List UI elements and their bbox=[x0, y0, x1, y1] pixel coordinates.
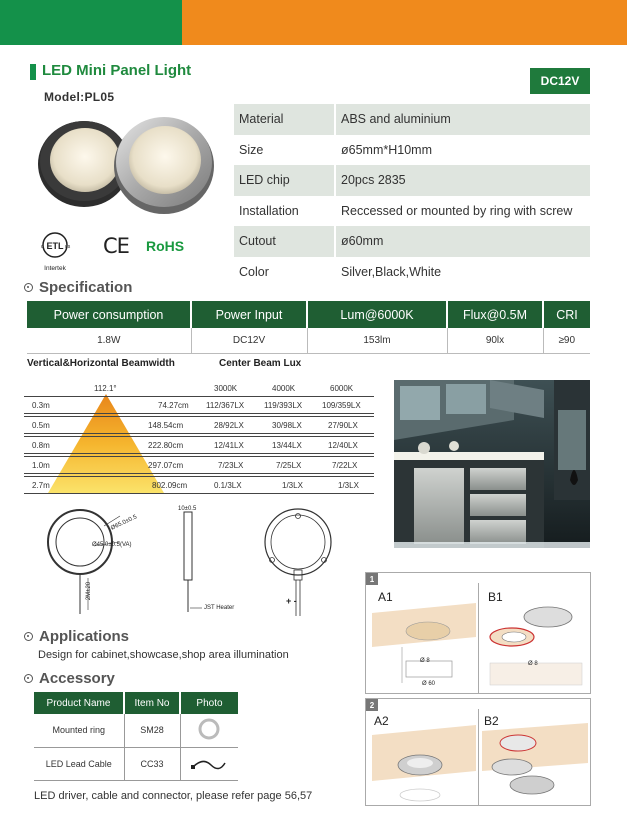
beam-lux: 109/359LX bbox=[322, 401, 361, 410]
beam-lux: 12/41LX bbox=[214, 441, 244, 450]
polarity-label: + - bbox=[286, 596, 297, 606]
application-photo bbox=[394, 380, 590, 548]
bullet-icon bbox=[24, 674, 33, 683]
step-label: B2 bbox=[484, 714, 499, 728]
side-drawing bbox=[176, 508, 236, 616]
beam-row bbox=[24, 476, 374, 494]
accessory-row bbox=[34, 714, 238, 747]
cct-header: 6000K bbox=[330, 384, 354, 393]
accessory-row bbox=[34, 747, 238, 780]
accessory-name: LED Lead Cable bbox=[34, 747, 124, 780]
dim-outer-label: Ø65.0±0.5 bbox=[110, 514, 138, 532]
beam-diameter: 297.07cm bbox=[148, 461, 184, 470]
spec-table bbox=[234, 104, 590, 287]
power-col-header: Power consumption bbox=[27, 301, 191, 328]
beam-lux: 1/3LX bbox=[282, 481, 303, 490]
power-cell: 1.8W bbox=[27, 328, 191, 353]
beam-row bbox=[24, 436, 374, 454]
footer-note: LED driver, cable and connector, please refer page 56,57 bbox=[34, 790, 313, 802]
divider bbox=[478, 709, 479, 805]
voltage-badge: DC12V bbox=[530, 68, 590, 94]
specification-heading: Specification bbox=[24, 279, 132, 296]
spec-key: Size bbox=[239, 142, 264, 157]
beam-chart bbox=[24, 380, 382, 496]
beam-lux: 119/393LX bbox=[264, 401, 303, 410]
beam-lux: 13/44LX bbox=[272, 441, 302, 450]
power-cell: 90lx bbox=[447, 328, 543, 353]
install-step-1 bbox=[365, 572, 591, 694]
rohs-mark: RoHS bbox=[146, 238, 185, 254]
install-diagram-b2 bbox=[482, 723, 588, 805]
beam-lux: 12/40LX bbox=[328, 441, 358, 450]
applications-text: Design for cabinet,showcase,shop area illumination bbox=[38, 649, 289, 661]
ring-photo bbox=[180, 714, 238, 747]
header-orange-bar bbox=[182, 0, 627, 45]
install-step-2 bbox=[365, 698, 591, 806]
power-col-header: CRI bbox=[543, 301, 590, 328]
jst-label: JST Heater bbox=[204, 605, 235, 611]
cable-photo bbox=[180, 747, 238, 780]
beam-lux: 0.1/3LX bbox=[214, 481, 242, 490]
product-title: LED Mini Panel Light bbox=[42, 62, 192, 79]
beam-distance: 0.3m bbox=[32, 401, 50, 410]
etl-logo bbox=[38, 231, 72, 271]
spec-key: Material bbox=[234, 104, 335, 135]
spec-value: ABS and aluminium bbox=[335, 104, 590, 135]
spec-row bbox=[234, 196, 590, 227]
dim-label: Ø 8 bbox=[420, 658, 430, 664]
spec-row bbox=[234, 257, 590, 288]
dim-label: Ø 60 bbox=[422, 681, 436, 687]
spec-value: ø65mm*H10mm bbox=[335, 135, 590, 166]
beam-row bbox=[24, 456, 374, 474]
power-table bbox=[27, 301, 590, 354]
cct-header: 3000K bbox=[214, 384, 238, 393]
spec-value: Reccessed or mounted by ring with screw bbox=[335, 196, 590, 227]
beam-lux: 1/3LX bbox=[338, 481, 359, 490]
bullet-icon bbox=[24, 632, 33, 641]
install-diagram-a1 bbox=[372, 603, 476, 691]
step-label: A1 bbox=[378, 590, 393, 604]
beam-distance: 1.0m bbox=[32, 461, 50, 470]
power-cell: ≥90 bbox=[543, 328, 590, 353]
step-number: 2 bbox=[366, 699, 378, 711]
install-diagram-a2 bbox=[372, 725, 476, 805]
accessory-col-header: Item No bbox=[124, 692, 180, 714]
spec-value: Silver,Black,White bbox=[335, 257, 590, 288]
spec-value: ø60mm bbox=[335, 226, 590, 257]
beamwidth-heading: Vertical&Horizontal Beamwidth bbox=[27, 358, 175, 369]
spec-row bbox=[234, 135, 590, 166]
beam-lux: 28/92LX bbox=[214, 421, 244, 430]
accessory-table bbox=[34, 692, 238, 781]
spec-key: Cutout bbox=[234, 226, 335, 257]
beam-diameter: 74.27cm bbox=[158, 401, 189, 410]
beam-diameter: 222.80cm bbox=[148, 441, 184, 450]
beam-diameter: 148.54cm bbox=[148, 421, 184, 430]
product-photo bbox=[34, 112, 220, 218]
beam-lux: 30/98LX bbox=[272, 421, 302, 430]
accessory-item: SM28 bbox=[124, 714, 180, 747]
beam-angle: 112.1° bbox=[94, 384, 117, 393]
beam-lux: 112/367LX bbox=[206, 401, 245, 410]
power-col-header: Flux@0.5M bbox=[447, 301, 543, 328]
svg-text:us: us bbox=[65, 244, 71, 250]
beam-lux: 7/23LX bbox=[218, 461, 244, 470]
svg-text:c: c bbox=[41, 244, 44, 250]
spec-row bbox=[234, 165, 590, 196]
beam-diameter: 802.09cm bbox=[152, 481, 188, 490]
beam-distance: 0.8m bbox=[32, 441, 50, 450]
beam-distance: 0.5m bbox=[32, 421, 50, 430]
back-drawing bbox=[260, 506, 336, 618]
accessory-col-header: Photo bbox=[180, 692, 238, 714]
power-col-header: Power Input bbox=[191, 301, 307, 328]
thickness-label: 10±0.5 bbox=[178, 506, 197, 512]
beam-row bbox=[24, 396, 374, 414]
dim-label: Ø 8 bbox=[528, 661, 538, 667]
beam-row bbox=[24, 416, 374, 434]
spec-key: Installation bbox=[239, 203, 299, 218]
divider bbox=[478, 583, 479, 693]
install-diagram-b1 bbox=[484, 601, 588, 691]
spec-row bbox=[234, 226, 590, 257]
step-label: A2 bbox=[374, 714, 389, 728]
dim-inner-label: Ø45.0±0.5(VA) bbox=[92, 542, 132, 548]
model-number: Model:PL05 bbox=[44, 90, 115, 104]
beam-lux: 7/22LX bbox=[332, 461, 358, 470]
beam-lux: 7/25LX bbox=[276, 461, 302, 470]
beam-lux: 27/90LX bbox=[328, 421, 358, 430]
spec-value: 20pcs 2835 bbox=[335, 165, 590, 196]
beam-distance: 2.7m bbox=[32, 481, 50, 490]
spec-key: Color bbox=[239, 264, 269, 279]
power-cell: 153lm bbox=[307, 328, 447, 353]
title-marker bbox=[30, 64, 36, 80]
cct-header: 4000K bbox=[272, 384, 296, 393]
step-number: 1 bbox=[366, 573, 378, 585]
header-green-bar bbox=[0, 0, 182, 45]
power-row bbox=[27, 328, 590, 353]
accessory-name: Mounted ring bbox=[34, 714, 124, 747]
svg-text:ETL: ETL bbox=[46, 241, 64, 251]
accessory-heading: Accessory bbox=[24, 670, 115, 687]
accessory-col-header: Product Name bbox=[34, 692, 124, 714]
center-lux-heading: Center Beam Lux bbox=[219, 358, 302, 369]
ce-mark: CE bbox=[103, 234, 129, 258]
accessory-item: CC33 bbox=[124, 747, 180, 780]
etl-brand-label: Intertek bbox=[44, 265, 66, 272]
applications-heading: Applications bbox=[24, 628, 129, 645]
power-col-header: Lum@6000K bbox=[307, 301, 447, 328]
cable-length-label: 2M±20 bbox=[86, 581, 93, 601]
step-label: B1 bbox=[488, 590, 503, 604]
power-cell: DC12V bbox=[191, 328, 307, 353]
spec-key: LED chip bbox=[234, 165, 335, 196]
spec-row bbox=[234, 104, 590, 135]
bullet-icon bbox=[24, 283, 33, 292]
